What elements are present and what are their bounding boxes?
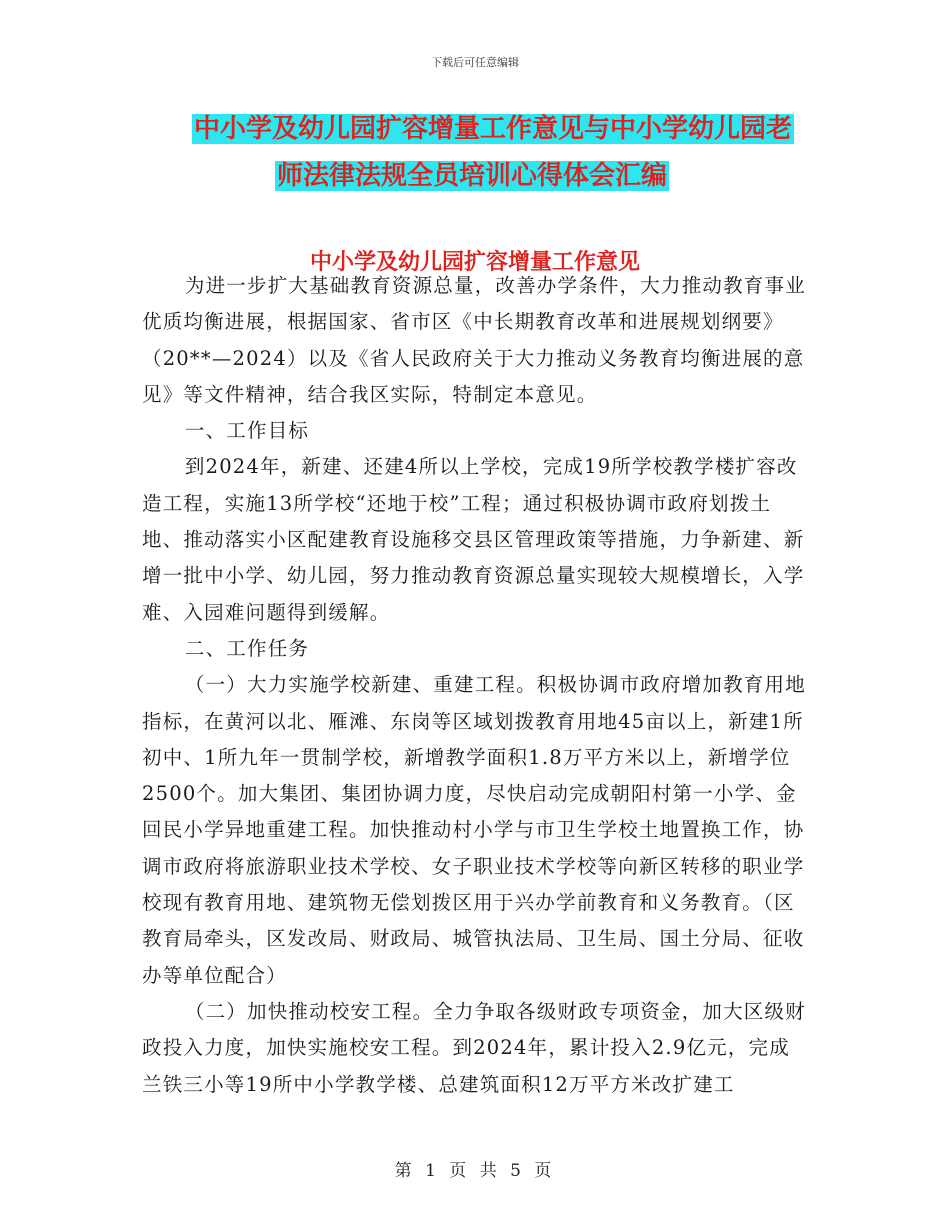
paragraph-task-1: （一）大力实施学校新建、重建工程。积极协调市政府增加教育用地指标，在黄河以北、雁滩、东岗等区域划拨教育用地45亩以上，新建1所初中、1所九年一贯制学校，新增教学面积1.8万平方米以上，新增学位2500个。加大集团、集团协调力度，尽快启动完成朝阳村第一小学、金回民小学异地重建工程。加快推动村小学与市卫生学校土地置换工作，协调市政府将旅游职业技术学校、女子职业技术学校等向新区转移的职业学校现有教育用地、建筑物无偿划拨区用于兴办学前教育和义务教育。（区教育局牵头，区发改局、财政局、城管执法局、卫生局、国土分局、征收办等单位配合） xyxy=(142,673,806,987)
main-title-line1: 中小学及幼儿园扩容增量工作意见与中小学幼儿园老 xyxy=(194,114,793,144)
header-note: 下载后可任意编辑 xyxy=(431,56,519,69)
main-title-line2: 师法律法规全员培训心得体会汇编 xyxy=(277,161,668,191)
page-footer: 第 1 页 共 5 页 xyxy=(394,1161,556,1181)
paragraph-intro: 为进一步扩大基础教育资源总量，改善办学条件，大力推动教育事业优质均衡进展，根据国家、省市区《中长期教育改革和进展规划纲要》（20**—2024）以及《省人民政府关于大力推动义务教育均衡进展的意见》等文件精神，结合我区实际，特制定本意见。 xyxy=(142,274,806,406)
body-text xyxy=(142,268,810,1103)
heading-work-tasks: 二、工作任务 xyxy=(184,636,310,660)
section-subtitle: 中小学及幼儿园扩容增量工作意见 xyxy=(309,249,640,275)
paragraph-task-2: （二）加快推动校安工程。全力争取各级财政专项资金，加大区级财政投入力度，加快实施校安工程。到2024年，累计投入2.9亿元，完成兰铁三小等19所中小学教学楼、总建筑面积12万平方米改扩建工 xyxy=(142,999,806,1096)
paragraph-goal: 到2024年，新建、还建4所以上学校，完成19所学校教学楼扩容改造工程，实施13所学校“还地于校”工程；通过积极协调市政府划拨土地、推动落实小区配建教育设施移交县区管理政策等措施，力争新建、新增一批中小学、幼儿园，努力推动教育资源总量实现较大规模增长，入学难、入园难问题得到缓解。 xyxy=(142,455,805,624)
heading-work-goal: 一、工作目标 xyxy=(184,419,310,443)
